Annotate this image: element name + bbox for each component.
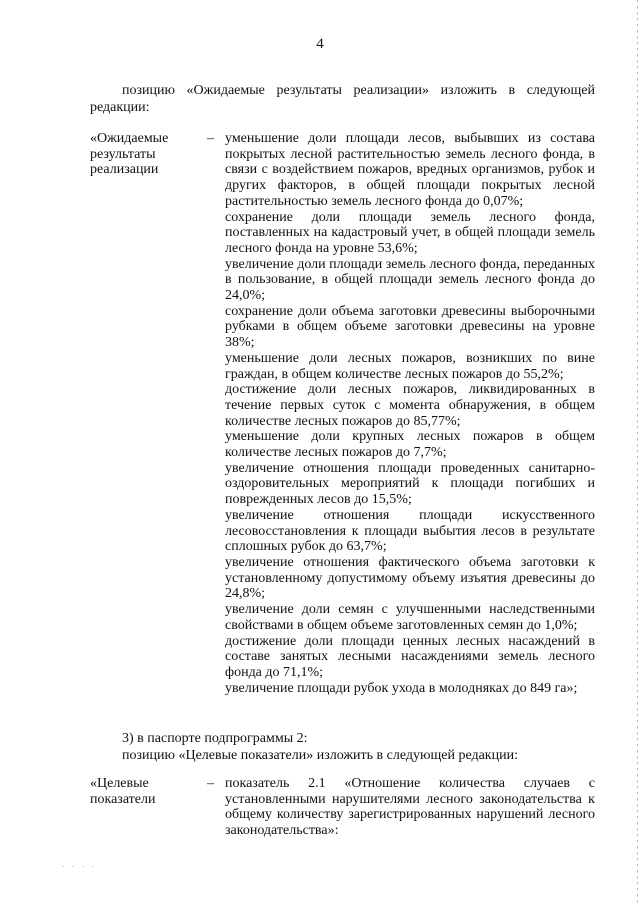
expected-results-label: «Ожидаемые результаты реализации (90, 131, 169, 178)
result-item: увеличение отношения фактического объема заготовки к установленному допустимому объему изъятия древесины до 24,8%; (225, 554, 595, 602)
result-item: увеличение отношения площади искусственного лесовосстановления к площади выбытия лесов в результате сплошных рубок до 63,7%; (225, 507, 595, 555)
result-item: уменьшение доли площади лесов, выбывших из состава покрытых лесной растительностью земель лесного фонда, в связи с воздействием пожаров, вредных организмов, рубок и других факторов, в общей площади покрытых лесной растительностью земель лесного фонда до 0,07%; (225, 131, 595, 209)
subprogram-instruction: позицию «Целевые показатели» изложить в следующей редакции: (122, 748, 518, 763)
result-item: уменьшение доли крупных лесных пожаров в общем количестве лесных пожаров до 7,7%; (225, 429, 595, 461)
intro-paragraph: позицию «Ожидаемые результаты реализации» изложить в следующей редакции: (90, 83, 595, 115)
result-item: уменьшение доли лесных пожаров, возникших по вине граждан, в общем количестве лесных пожаров до 55,2%; (225, 350, 595, 382)
target-indicators-label: «Целевые показатели (90, 776, 156, 807)
dash: – (207, 776, 214, 791)
expected-results-list (225, 131, 595, 696)
result-item: достижение доли площади ценных лесных насаждений в составе занятых лесными насаждениями земель лесного фонда до 71,1%; (225, 633, 595, 680)
page-edge (637, 0, 638, 905)
result-item: сохранение доли объема заготовки древесины выборочными рубками в общем объеме заготовки древесины на уровне 38%; (225, 303, 595, 351)
result-item: сохранение доли площади земель лесного фонда, поставленных на кадастровый учет, в общей площади земель лесного фонда на уровне 53,6%; (225, 209, 595, 256)
result-item: увеличение доли площади земель лесного фонда, переданных в пользование, в общей площади земель лесного фонда до 24,0%; (225, 256, 595, 304)
result-item: увеличение доли семян с улучшенными наследственными свойствами в общем объеме заготовленных семян до 1,0%; (225, 602, 595, 633)
page-number: 4 (316, 36, 324, 52)
result-item: увеличение отношения площади проведенных санитарно-оздоровительных мероприятий к площади погибших и поврежденных лесов до 15,5%; (225, 460, 595, 508)
result-item: увеличение площади рубок ухода в молодняках до 849 га»; (225, 680, 578, 696)
dash: – (207, 131, 214, 146)
result-item: достижение доли лесных пожаров, ликвидированных в течение первых суток с момента обнаружения, в общем количестве лесных пожаров до 85,77%; (225, 382, 595, 429)
scan-specks: . . . . (62, 860, 97, 869)
target-indicators-list (225, 776, 595, 839)
indicator-item: показатель 2.1 «Отношение количества случаев с установленными нарушителями лесного законодательства к общему количеству зарегистрированных нарушений лесного законодательства»: (225, 776, 595, 839)
subprogram-heading: 3) в паспорте подпрограммы 2: (122, 731, 308, 746)
